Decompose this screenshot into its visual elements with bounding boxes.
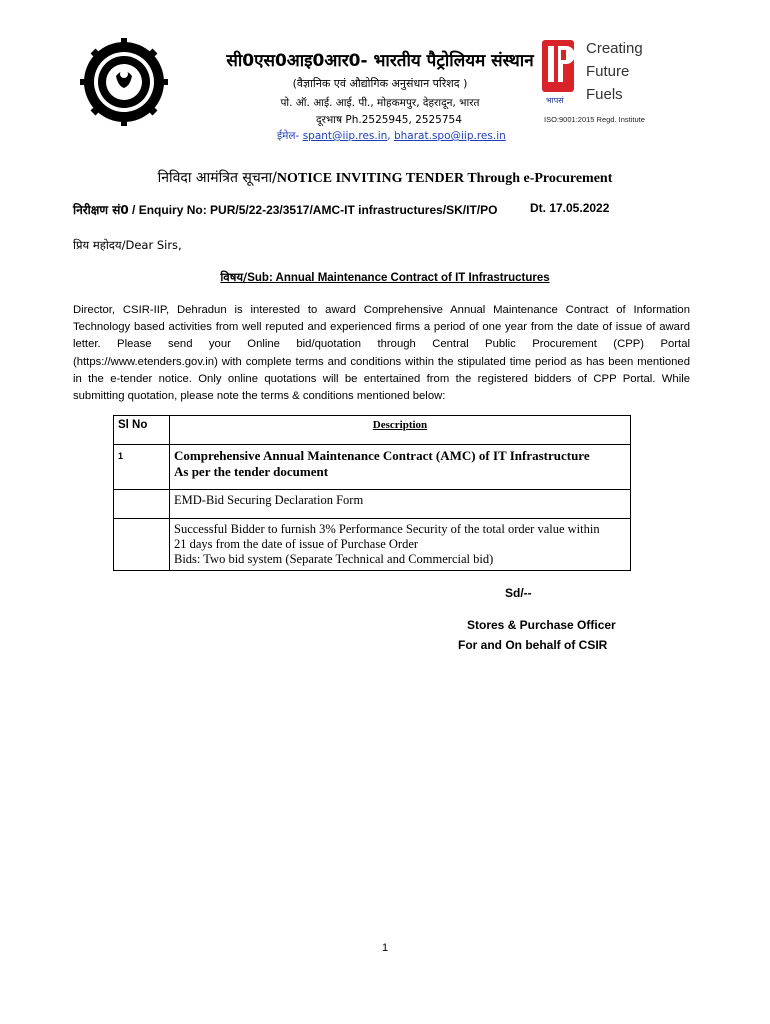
perf-line-3: Bids: Two bid system (Separate Technical and Commercial bid) <box>174 552 494 566</box>
empty-cell <box>114 490 170 519</box>
logo-text-fuels: Fuels <box>586 86 623 103</box>
body-paragraph: Director, CSIR-IIP, Dehradun is interested to award Comprehensive Annual Maintenance Contract of Information Technology based activities from well reputed and experienced firms a period of one year from the date of issue of award letter. Please send your Online bid/quotation through Central Public Procurement (CPP) Portal (https://www.etenders.gov.in) with complete terms and conditions within the stipulated time period as has been mentioned in the e-tender notice. Only online quotations will be entertained from the registered bidders of CPP Portal. While submitting quotation, please note the terms & conditions mentioned below: <box>73 304 690 403</box>
enquiry-hindi: निरीक्षण सं0 <box>73 203 129 217</box>
notice-date: Dt. 17.05.2022 <box>530 201 610 215</box>
email-link-spant[interactable]: spant@iip.res.in <box>302 130 388 142</box>
enquiry-number <box>73 201 497 218</box>
logo-text-creating: Creating <box>586 40 643 57</box>
enquiry-text: / Enquiry No: PUR/5/22-23/3517/AMC-IT infrastructures/SK/IT/PO <box>128 203 498 217</box>
logo-hindi-text: भापसं <box>546 96 564 105</box>
tender-table <box>113 415 631 571</box>
table-row <box>114 519 631 571</box>
csir-emblem-logo <box>80 38 168 126</box>
notice-title-hindi: निविदा आमंत्रित सूचना/ <box>157 170 277 186</box>
notice-title-english: NOTICE INVITING TENDER Through e-Procurement <box>276 171 613 186</box>
header-description: Description <box>170 416 631 445</box>
institute-phone: दूरभाष Ph.2525945, 2525754 <box>316 114 462 126</box>
notice-title <box>0 168 770 187</box>
signature-sd: Sd/-- <box>505 586 532 600</box>
emd-declaration: EMD-Bid Securing Declaration Form <box>170 490 631 519</box>
item-description <box>170 445 631 490</box>
email-separator: , <box>387 130 391 142</box>
subject-text: Sub: Annual Maintenance Contract of IT Infrastructures <box>247 272 550 284</box>
iip-logo <box>540 36 650 108</box>
empty-cell <box>114 519 170 571</box>
logo-text-future: Future <box>586 63 630 80</box>
subject-hindi: विषय/ <box>220 270 248 284</box>
institute-title: सी0एस0आइ0आर0- भारतीय पैट्रोलियम संस्थान <box>226 51 534 71</box>
table-header-row <box>114 416 631 445</box>
item-line-2: As per the tender document <box>174 464 329 479</box>
email-label: ईमेल- <box>277 130 300 142</box>
page-number: 1 <box>381 942 389 954</box>
institute-email <box>277 129 506 143</box>
row-number: 1 <box>114 445 170 490</box>
institute-address: पो. ऑ. आई. आई. पी., मोहकमपुर, देहरादून, भारत <box>280 97 480 109</box>
performance-security <box>170 519 631 571</box>
header-sl-no: Sl No <box>114 416 170 445</box>
institute-subtitle: (वैज्ञानिक एवं औद्योगिक अनुसंधान परिशद ) <box>292 77 468 90</box>
table-row <box>114 445 631 490</box>
on-behalf-of: For and On behalf of CSIR <box>458 638 608 652</box>
email-link-bharat[interactable]: bharat.spo@iip.res.in <box>393 130 506 142</box>
salutation: प्रिय महोदय/Dear Sirs, <box>73 238 182 252</box>
perf-line-2: 21 days from the date of issue of Purchase Order <box>174 537 419 551</box>
signatory-title: Stores & Purchase Officer <box>467 618 616 632</box>
subject-line <box>0 270 770 285</box>
perf-line-1: Successful Bidder to furnish 3% Performance Security of the total order value within <box>174 522 600 536</box>
table-row <box>114 490 631 519</box>
iso-certification: ISO:9001:2015 Regd. Institute <box>544 115 645 124</box>
item-line-1: Comprehensive Annual Maintenance Contract (AMC) of IT Infrastructure <box>174 448 590 463</box>
